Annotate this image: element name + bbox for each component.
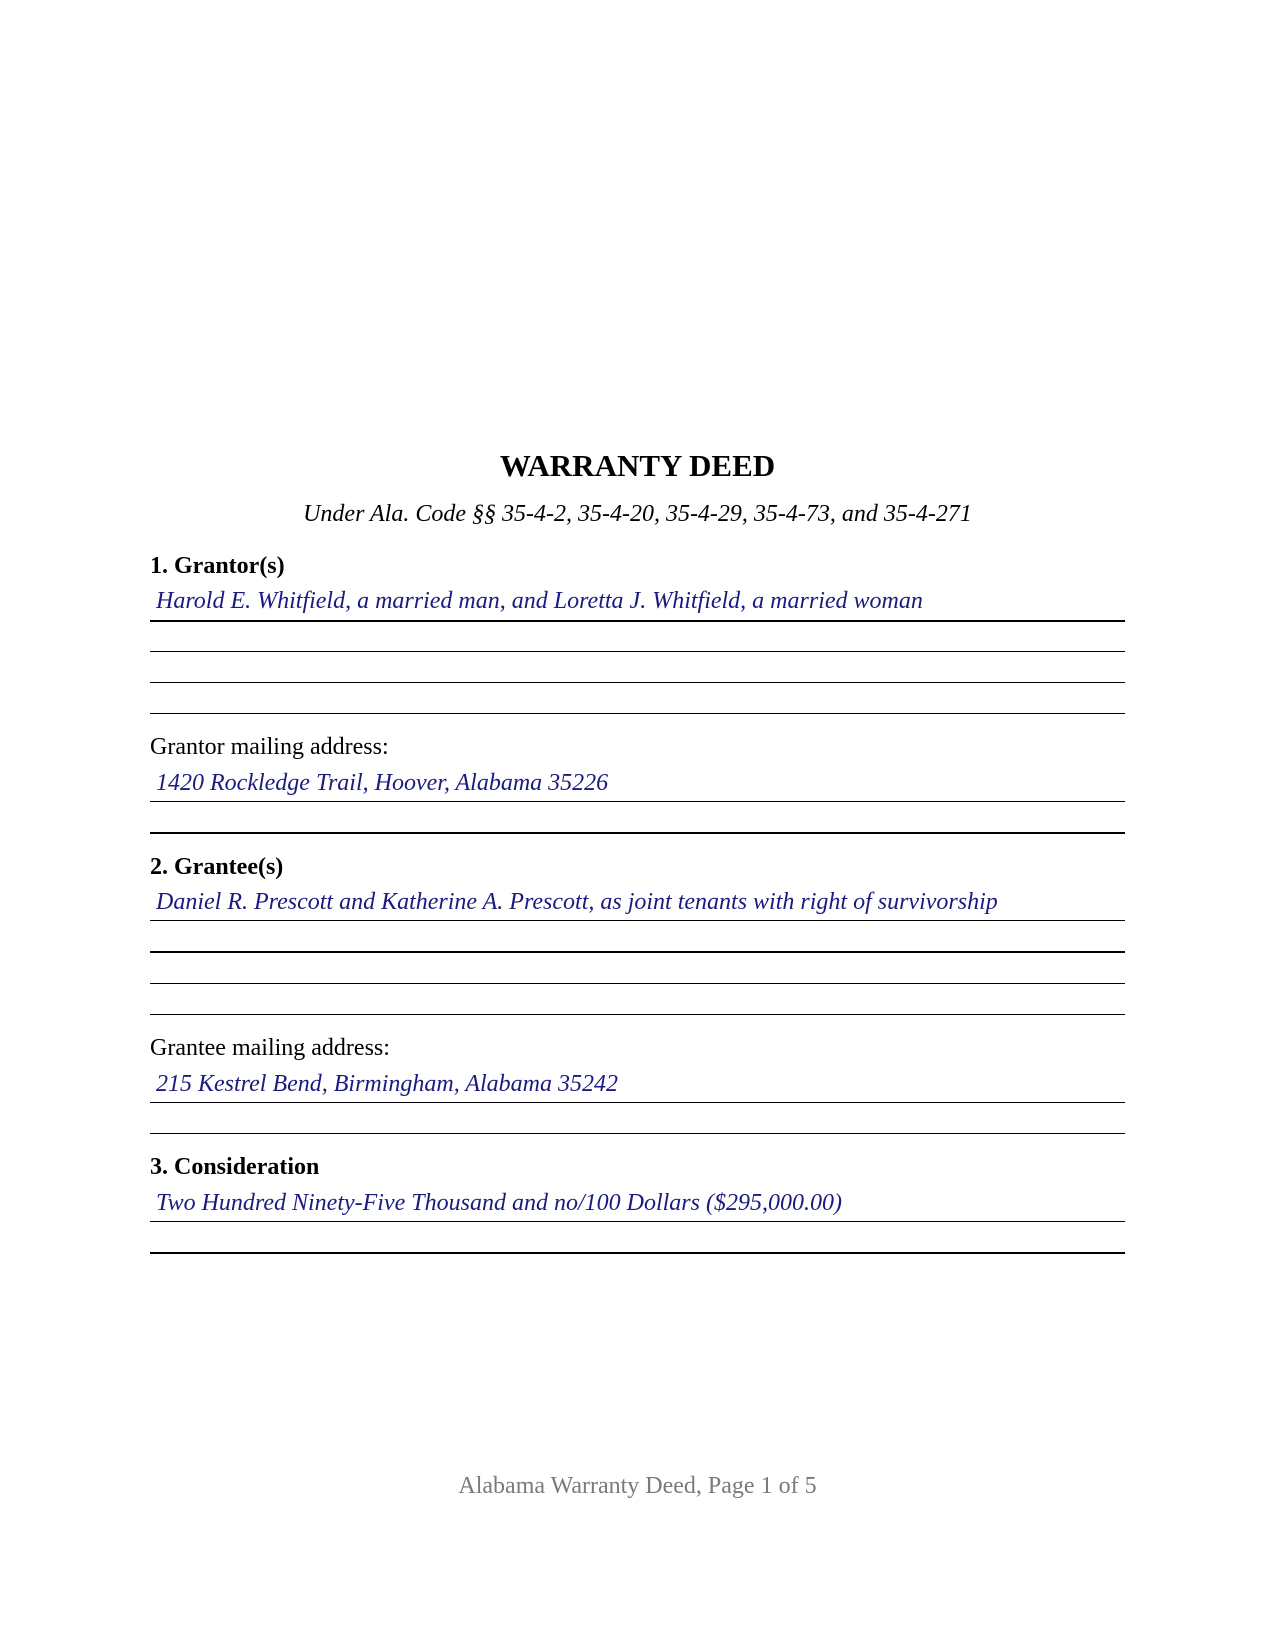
document-subtitle: Under Ala. Code §§ 35-4-2, 35-4-20, 35-4-29, 35-4-73, and 35-4-271 xyxy=(303,501,972,527)
grantor-line-4 xyxy=(150,713,1125,714)
grantee-address-line-1 xyxy=(150,1102,1125,1103)
grantor-address-field[interactable]: 1420 Rockledge Trail, Hoover, Alabama 35226 xyxy=(156,770,609,796)
grantor-address-label: Grantor mailing address: xyxy=(150,734,389,760)
grantor-heading: 1. Grantor(s) xyxy=(150,553,285,579)
grantor-line-1 xyxy=(150,620,1125,622)
grantor-address-line-2 xyxy=(150,832,1125,834)
document-title: WARRANTY DEED xyxy=(499,448,776,483)
grantee-name-field[interactable]: Daniel R. Prescott and Katherine A. Prescott, as joint tenants with right of survivorship xyxy=(156,889,998,915)
grantee-heading: 2. Grantee(s) xyxy=(150,854,284,880)
grantee-line-4 xyxy=(150,1014,1125,1015)
consideration-field[interactable]: Two Hundred Ninety-Five Thousand and no/100 Dollars ($295,000.00) xyxy=(156,1190,842,1216)
grantee-address-line-2 xyxy=(150,1133,1125,1134)
grantee-line-1 xyxy=(150,920,1125,921)
grantee-address-field[interactable]: 215 Kestrel Bend, Birmingham, Alabama 35242 xyxy=(156,1071,618,1097)
grantor-line-3 xyxy=(150,682,1125,683)
consideration-line-2 xyxy=(150,1252,1125,1254)
grantor-address-line-1 xyxy=(150,801,1125,802)
grantor-line-2 xyxy=(150,651,1125,652)
grantor-name-field[interactable]: Harold E. Whitfield, a married man, and Loretta J. Whitfield, a married woman xyxy=(156,588,923,614)
grantee-line-2 xyxy=(150,951,1125,953)
grantee-address-label: Grantee mailing address: xyxy=(150,1035,390,1061)
consideration-line-1 xyxy=(150,1221,1125,1222)
grantee-line-3 xyxy=(150,983,1125,984)
consideration-heading: 3. Consideration xyxy=(150,1154,320,1180)
page-footer: Alabama Warranty Deed, Page 1 of 5 xyxy=(458,1473,817,1499)
